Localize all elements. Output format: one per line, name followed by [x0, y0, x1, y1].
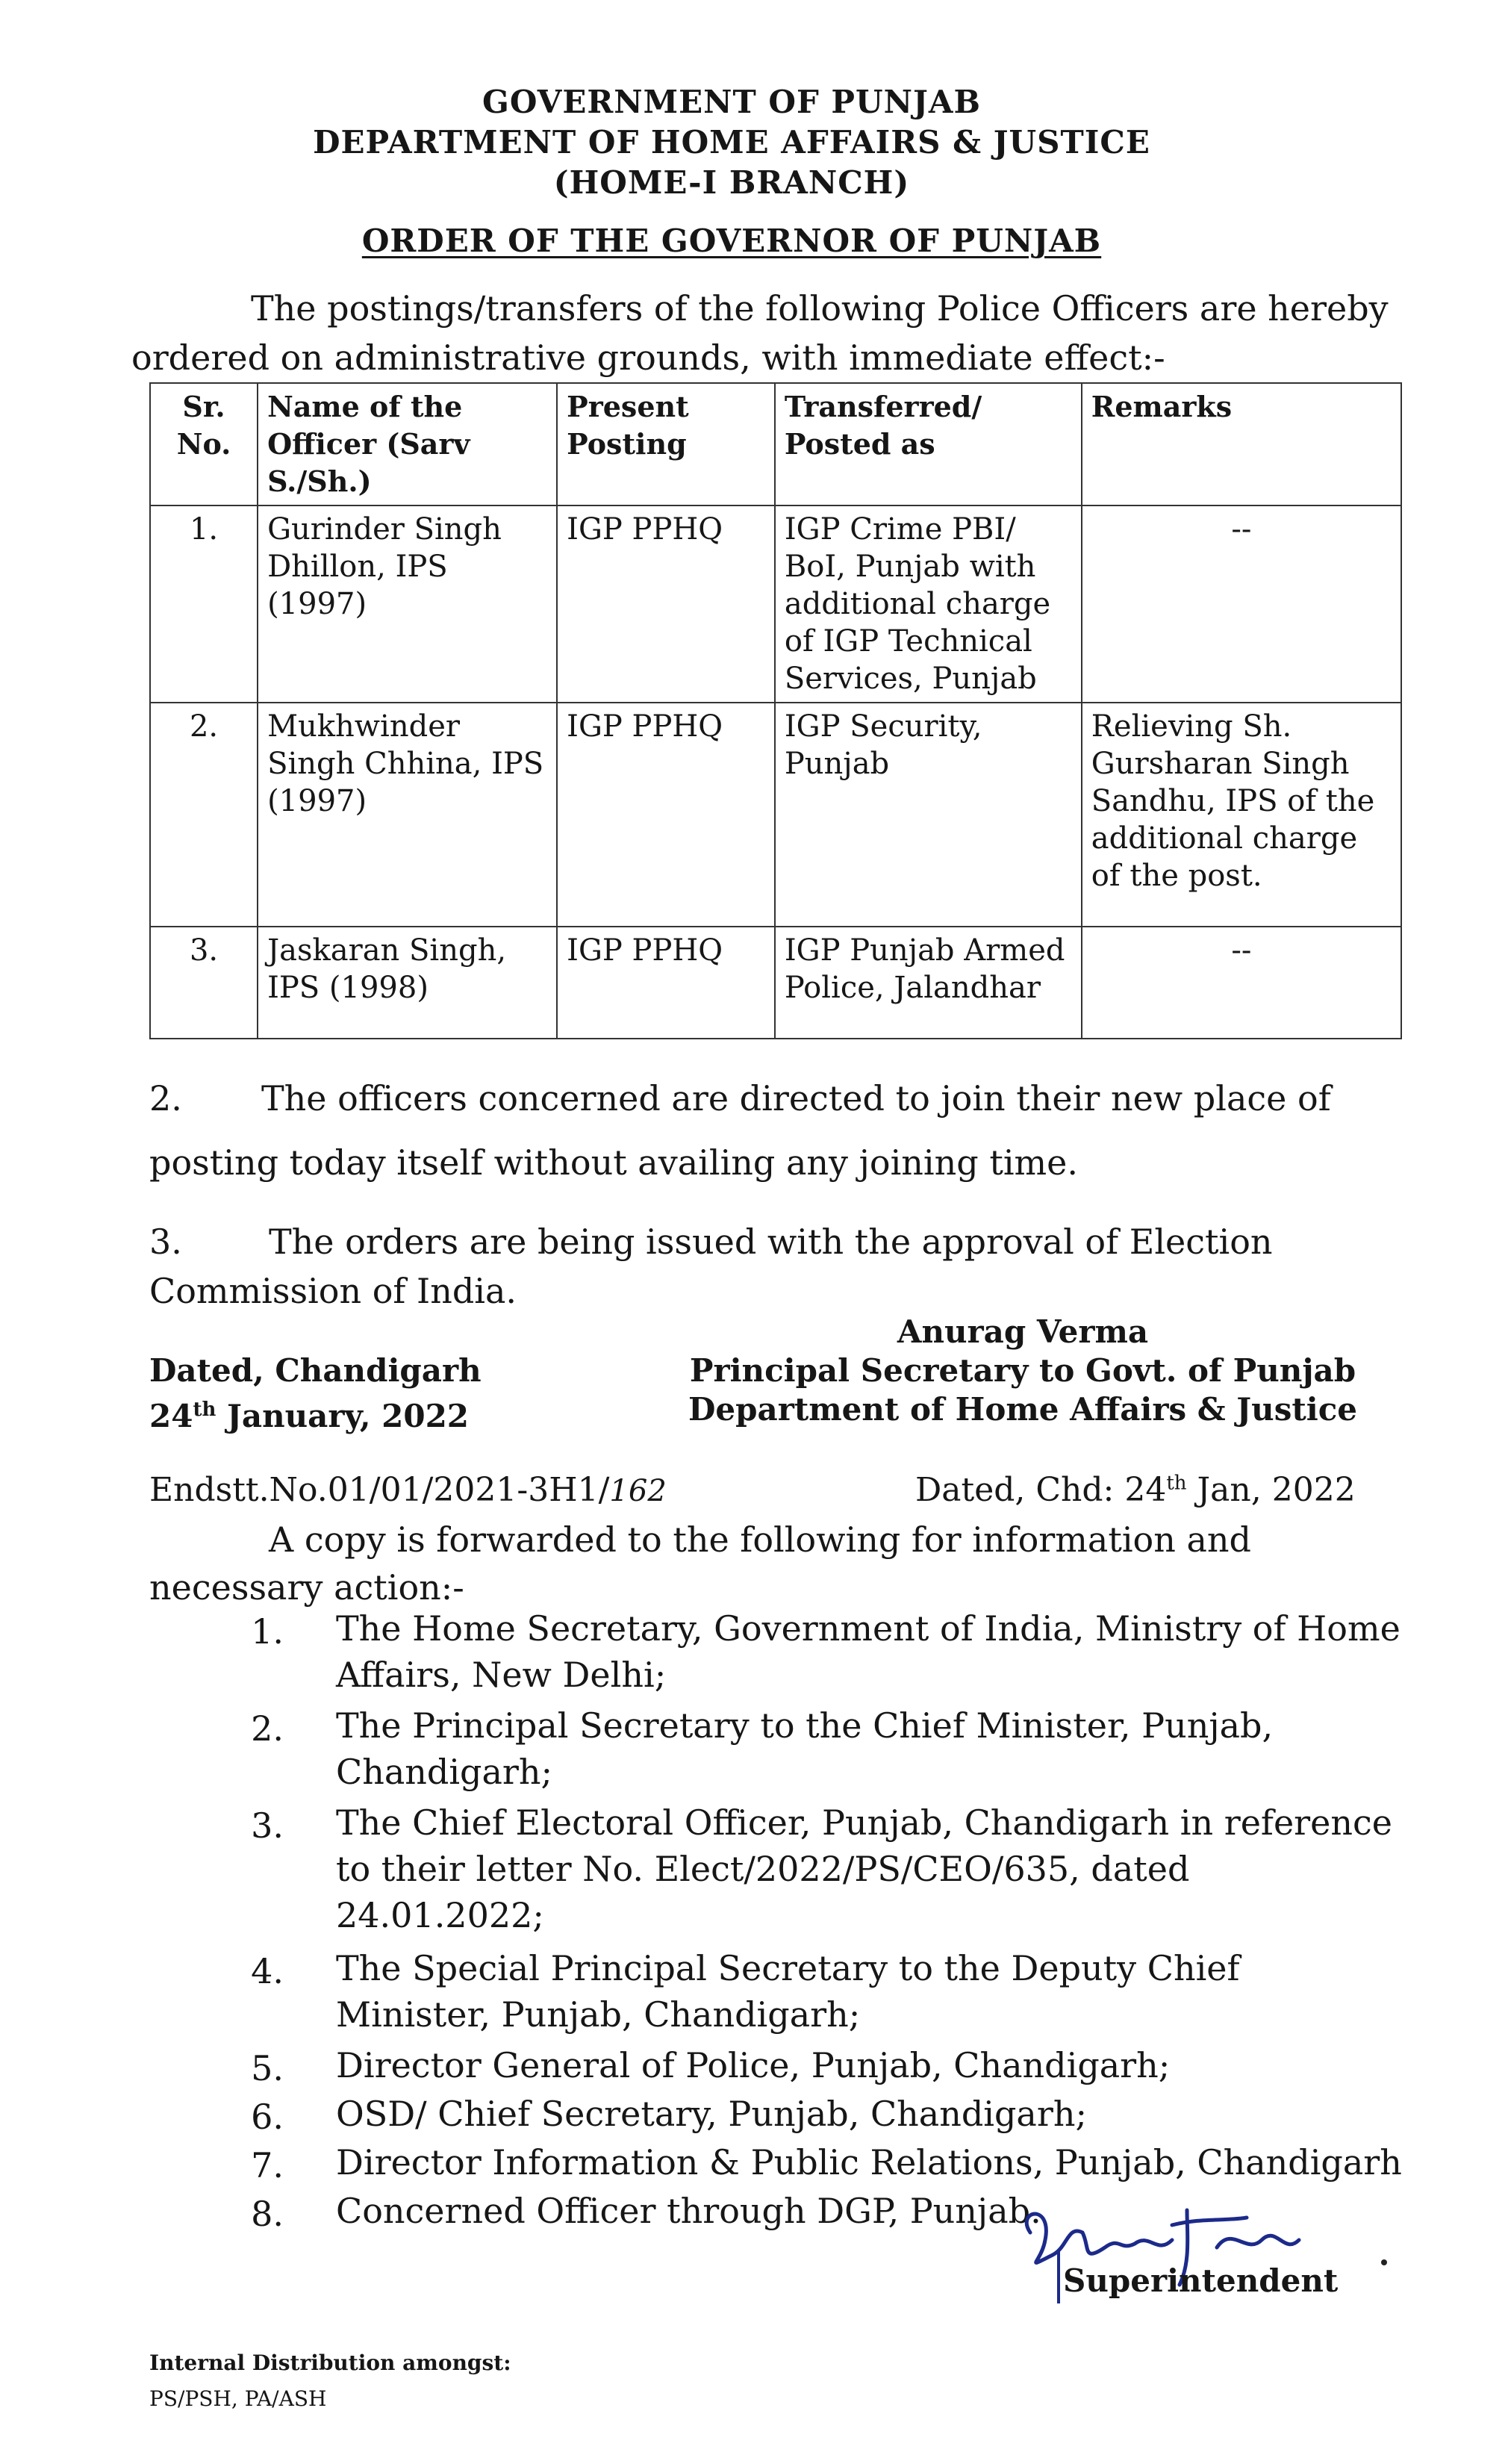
cell-officer-name: Gurinder Singh Dhillon, IPS (1997): [258, 505, 557, 703]
internal-distribution-list: PS/PSH, PA/ASH: [149, 2386, 327, 2411]
dated-date: 24th January, 2022: [149, 1398, 470, 1434]
dot-mark: [1381, 2259, 1387, 2265]
cell-sr: 1.: [150, 505, 258, 703]
header-present-posting: Present Posting: [557, 383, 775, 505]
header-officer-name: Name of the Officer (Sarv S./Sh.): [258, 383, 557, 505]
endorsement-number: Endstt.No.01/01/2021-3H1/162: [149, 1471, 667, 1509]
internal-distribution-title: Internal Distribution amongst:: [149, 2351, 511, 2375]
paragraph-3-number: 3.: [149, 1222, 182, 1262]
paragraph-2: [149, 1066, 1403, 1195]
signatory-name: Anurag Verma: [897, 1313, 1149, 1350]
cell-present-posting: IGP PPHQ: [557, 505, 775, 703]
header-remarks: Remarks: [1082, 383, 1401, 505]
cell-remarks: Relieving Sh. Gursharan Singh Sandhu, IPS of the additional charge of the post.: [1082, 703, 1401, 927]
table-row: [150, 927, 1401, 1039]
header-department: DEPARTMENT OF HOME AFFAIRS & JUSTICE: [313, 124, 1150, 161]
cell-posted-as: IGP Punjab Armed Police, Jalandhar: [775, 927, 1082, 1039]
paragraph-2-text: The officers concerned are directed to join their new place of posting today itself without availing any joining time.: [149, 1078, 1331, 1183]
endorsement-date: Dated, Chd: 24th Jan, 2022: [915, 1471, 1356, 1509]
header-government: GOVERNMENT OF PUNJAB: [482, 84, 981, 120]
signatory-block: [672, 1313, 1374, 1429]
table-row: [150, 505, 1401, 703]
superintendent-label: Superintendent: [1063, 2262, 1339, 2299]
cell-present-posting: IGP PPHQ: [557, 927, 775, 1039]
cell-sr: 3.: [150, 927, 258, 1039]
paragraph-2-number: 2.: [149, 1078, 182, 1119]
cell-remarks: --: [1082, 505, 1401, 703]
cell-present-posting: IGP PPHQ: [557, 703, 775, 927]
paragraph-3-text: The orders are being issued with the approval of Election Commission of India.: [149, 1222, 1273, 1311]
cell-remarks: --: [1082, 927, 1401, 1039]
cell-posted-as: IGP Crime PBI/ BoI, Punjab with additional charge of IGP Technical Services, Punjab: [775, 505, 1082, 703]
intro-paragraph: The postings/transfers of the following Police Officers are hereby ordered on administrative grounds, with immediate effect:-: [131, 288, 1389, 378]
dated-block: [149, 1351, 482, 1436]
cell-sr: 2.: [150, 703, 258, 927]
order-title: ORDER OF THE GOVERNOR OF PUNJAB: [361, 223, 1102, 259]
postings-table: [149, 382, 1402, 1039]
dated-place: Dated, Chandigarh: [149, 1352, 482, 1389]
header-transferred-as: Transferred/ Posted as: [775, 383, 1082, 505]
paragraph-3: [149, 1217, 1403, 1316]
table-row: [150, 703, 1401, 927]
signatory-department: Department of Home Affairs & Justice: [688, 1391, 1358, 1428]
header-sr-no: Sr. No.: [150, 383, 258, 505]
signature-stroke: [1057, 2251, 1060, 2303]
cell-posted-as: IGP Security, Punjab: [775, 703, 1082, 927]
header-branch: (HOME-I BRANCH): [553, 164, 910, 201]
cell-officer-name: Mukhwinder Singh Chhina, IPS (1997): [258, 703, 557, 927]
cell-officer-name: Jaskaran Singh, IPS (1998): [258, 927, 557, 1039]
signatory-designation: Principal Secretary to Govt. of Punjab: [689, 1352, 1356, 1389]
copy-intro: A copy is forwarded to the following for information and necessary action:-: [149, 1519, 1251, 1608]
table-header-row: [150, 383, 1401, 505]
handwritten-number: 162: [609, 1474, 667, 1508]
